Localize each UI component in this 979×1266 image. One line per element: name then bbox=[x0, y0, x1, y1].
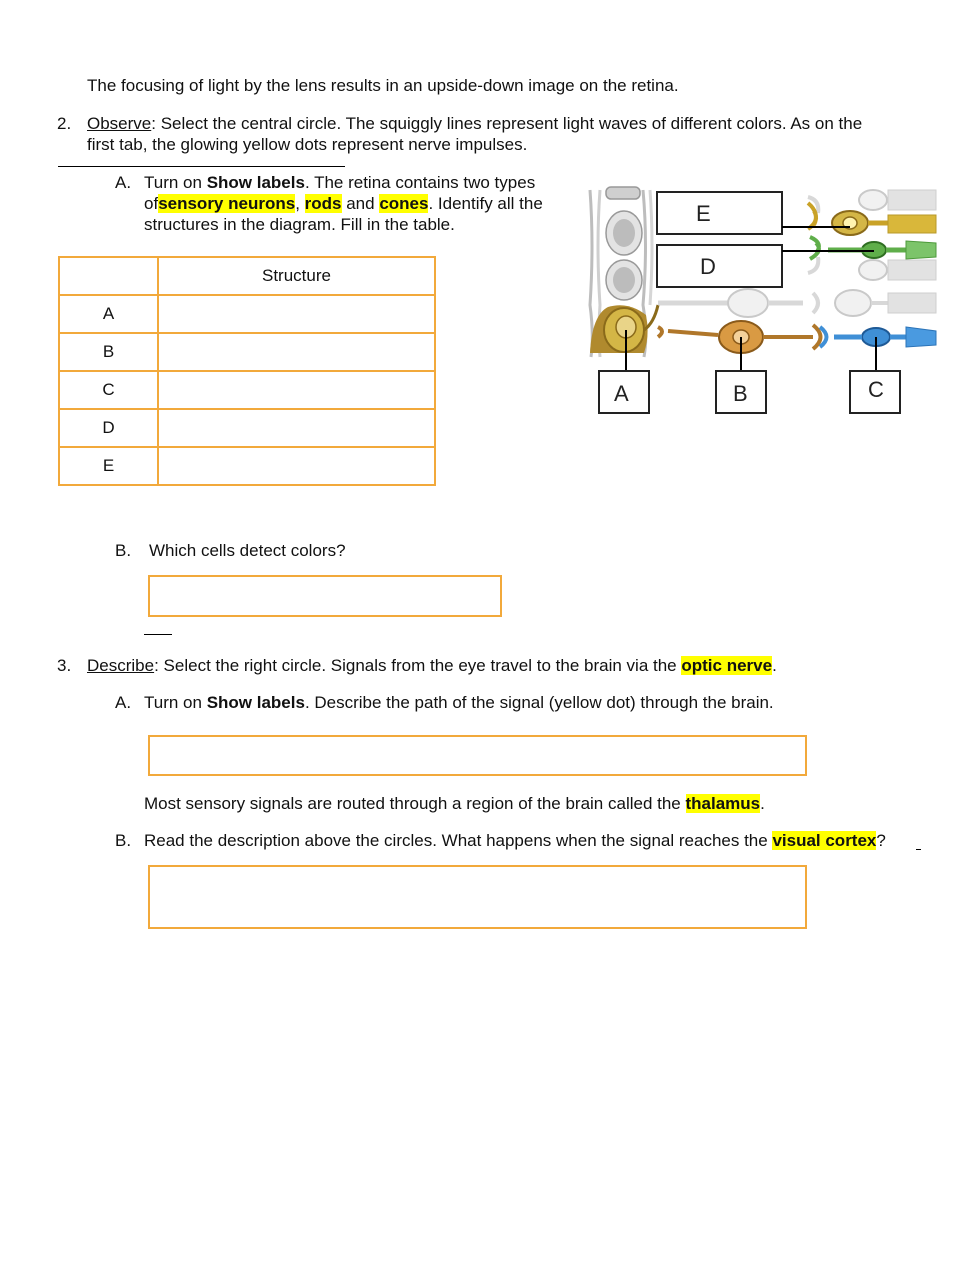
q2-line1 bbox=[87, 114, 862, 134]
table-row bbox=[59, 371, 435, 409]
svg-text:D: D bbox=[700, 254, 716, 279]
term-optic-nerve: optic nerve bbox=[681, 656, 773, 675]
label-box-b bbox=[716, 337, 766, 413]
answer-box-signal-path[interactable] bbox=[148, 735, 807, 776]
intro-text: The focusing of light by the lens results in an upside-down image on the retina. bbox=[87, 76, 679, 95]
q2a-line3: structures in the diagram. Fill in the table. bbox=[144, 215, 455, 234]
table-header-structure: Structure bbox=[158, 257, 435, 295]
q2b-letter: B. bbox=[115, 541, 132, 560]
green-cone-cell bbox=[810, 237, 936, 259]
trailing-rule bbox=[916, 849, 921, 850]
answer-box-colors[interactable] bbox=[148, 575, 502, 617]
divider-line bbox=[58, 166, 345, 167]
short-rule bbox=[144, 634, 172, 635]
svg-text:E: E bbox=[696, 201, 711, 226]
q2-keyword: Observe bbox=[87, 114, 152, 133]
answer-box-visual-cortex[interactable] bbox=[148, 865, 807, 929]
svg-text:C: C bbox=[868, 377, 884, 402]
show-labels-term: Show labels bbox=[206, 173, 305, 192]
term-cones: cones bbox=[379, 194, 429, 213]
term-thalamus: thalamus bbox=[685, 794, 761, 813]
answer-cell[interactable] bbox=[158, 295, 435, 333]
row-label: A bbox=[59, 295, 158, 333]
term-rods: rods bbox=[304, 194, 342, 213]
answer-cell[interactable] bbox=[158, 447, 435, 485]
row-label: C bbox=[59, 371, 158, 409]
answer-cell[interactable] bbox=[158, 409, 435, 447]
bipolar-cell bbox=[658, 321, 821, 353]
q3-line1: Describe: Select the right circle. Signals from the eye travel to the brain via the optic nerve. bbox=[87, 656, 777, 675]
table-row bbox=[59, 295, 435, 333]
q3b-text: Read the description above the circles. What happens when the signal reaches the visual cortex? bbox=[144, 831, 886, 850]
q2-line2: first tab, the glowing yellow dots represent nerve impulses. bbox=[87, 135, 528, 154]
q2-text1: : Select the central circle. The squiggly lines represent light waves of different colors. As on the bbox=[151, 114, 863, 133]
answer-cell[interactable] bbox=[158, 333, 435, 371]
q2-number: 2. bbox=[57, 114, 72, 133]
q3-number: 3. bbox=[57, 656, 72, 675]
q2a-line1: Turn on Show labels. The retina contains two types bbox=[144, 173, 536, 192]
label-box-c bbox=[850, 337, 900, 413]
label-box-e bbox=[657, 192, 850, 234]
label-box-d bbox=[657, 245, 874, 287]
row-label: D bbox=[59, 409, 158, 447]
thalamus-note: Most sensory signals are routed through a region of the brain called the thalamus. bbox=[144, 794, 765, 813]
row-label: B bbox=[59, 333, 158, 371]
q2a-letter: A. bbox=[115, 173, 132, 192]
term-sensory-neurons: sensory neurons bbox=[158, 194, 296, 213]
q3a-letter: A. bbox=[115, 693, 132, 712]
table-header-empty bbox=[59, 257, 158, 295]
table-row bbox=[59, 409, 435, 447]
structure-table bbox=[58, 256, 436, 486]
svg-text:B: B bbox=[733, 381, 748, 406]
q3b-letter: B. bbox=[115, 831, 132, 850]
q3-keyword: Describe bbox=[87, 656, 155, 675]
table-header-row bbox=[59, 257, 435, 295]
q2b-question: Which cells detect colors? bbox=[149, 541, 346, 560]
svg-text:A: A bbox=[614, 381, 629, 406]
show-labels-term: Show labels bbox=[206, 693, 305, 712]
answer-cell[interactable] bbox=[158, 371, 435, 409]
retina-diagram bbox=[588, 185, 938, 417]
row-label: E bbox=[59, 447, 158, 485]
table-row bbox=[59, 447, 435, 485]
q2a-line2: ofsensory neurons, rods and cones. Identify all the bbox=[144, 194, 543, 213]
term-visual-cortex: visual cortex bbox=[772, 831, 877, 850]
table-row bbox=[59, 333, 435, 371]
q3a-text: Turn on Show labels. Describe the path of the signal (yellow dot) through the brain. bbox=[144, 693, 774, 712]
blue-cone-cell bbox=[820, 327, 936, 347]
